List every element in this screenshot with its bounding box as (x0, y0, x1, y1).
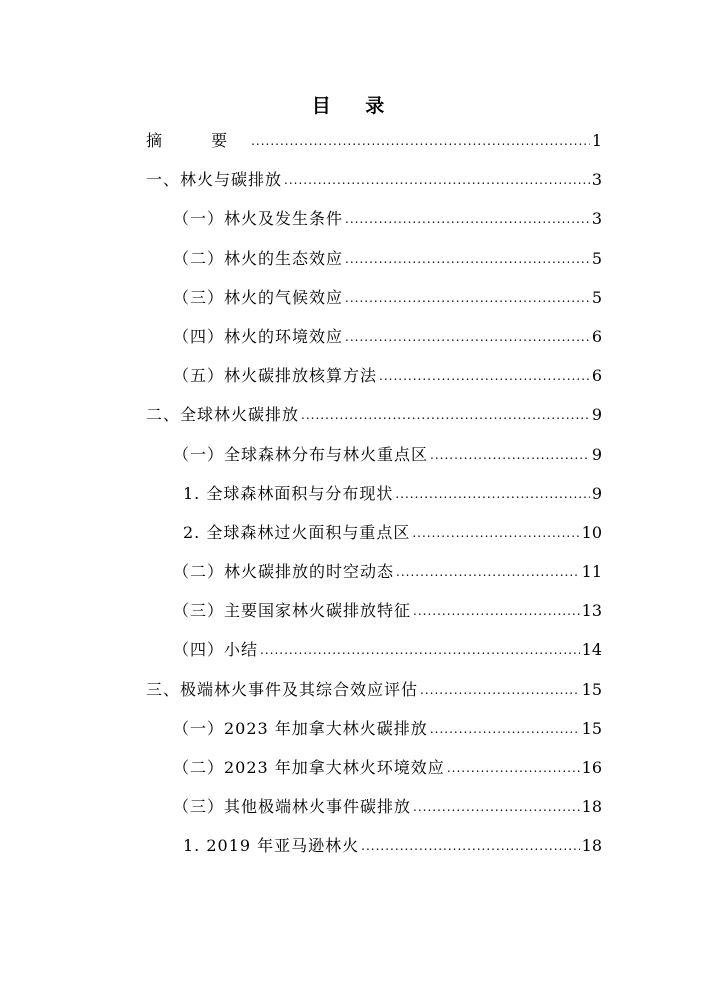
toc-entry-subsection[interactable] (183, 479, 602, 518)
toc-entry-subsection[interactable] (183, 518, 602, 557)
toc-entry-abstract[interactable] (146, 126, 602, 165)
toc-entry-section[interactable] (173, 440, 602, 479)
toc-dot-leader (395, 481, 589, 507)
toc-entry-label: （三）林火的气候效应 (173, 287, 344, 307)
toc-entry-page: 18 (581, 797, 602, 817)
toc-entry-section[interactable] (173, 596, 602, 635)
toc-entry-chapter-3[interactable] (146, 675, 602, 714)
toc-dot-leader (447, 755, 580, 781)
toc-entry-label: （二）林火的生态效应 (173, 248, 344, 268)
toc-entry-page: 3 (591, 209, 602, 229)
toc-dot-leader (413, 794, 580, 820)
toc-dot-leader (345, 206, 590, 232)
toc-entry-page: 6 (591, 366, 602, 386)
toc-entry-label: 一、林火与碳排放 (146, 170, 283, 190)
toc-dot-leader (345, 324, 590, 350)
toc-entry-label: （一）林火及发生条件 (173, 209, 344, 229)
toc-dot-leader (345, 246, 590, 272)
toc-entry-page: 14 (581, 640, 602, 660)
toc-entry-page: 15 (581, 679, 602, 699)
toc-entry-chapter-2[interactable] (146, 400, 602, 439)
toc-entry-label: 1. 全球森林面积与分布现状 (183, 483, 394, 503)
toc-dot-leader (345, 285, 590, 311)
toc-entry-page: 1 (591, 131, 602, 150)
toc-entry-chapter-1[interactable] (146, 165, 602, 204)
toc-entry-label: （四）小结 (173, 640, 259, 660)
toc-entry-section[interactable] (173, 714, 602, 753)
toc-entry-page: 6 (591, 326, 602, 346)
toc-entry-page: 9 (591, 405, 602, 425)
toc-entry-section[interactable] (173, 322, 602, 361)
toc-entry-label: （一）全球森林分布与林火重点区 (173, 444, 429, 464)
table-of-contents (0, 126, 710, 871)
toc-entry-page: 9 (591, 444, 602, 464)
toc-entry-section[interactable] (173, 204, 602, 243)
toc-entry-subsection[interactable] (183, 831, 602, 870)
toc-entry-label: （五）林火碳排放核算方法 (173, 366, 378, 386)
toc-dot-leader (260, 637, 580, 663)
toc-entry-label: 二、全球林火碳排放 (146, 405, 300, 425)
toc-entry-page: 5 (591, 248, 602, 268)
toc-dot-leader (430, 442, 590, 468)
toc-dot-leader (284, 167, 590, 193)
toc-dot-leader (251, 128, 590, 154)
toc-entry-label: （二）2023 年加拿大林火环境效应 (173, 758, 445, 777)
toc-entry-page: 5 (591, 287, 602, 307)
toc-entry-label: （三）主要国家林火碳排放特征 (173, 601, 412, 621)
toc-title: 目 录 (311, 95, 399, 117)
toc-entry-page: 9 (591, 483, 602, 503)
toc-entry-section[interactable] (173, 283, 602, 322)
toc-dot-leader (412, 520, 579, 546)
toc-entry-page: 18 (581, 836, 602, 856)
toc-entry-section[interactable] (173, 244, 602, 283)
toc-entry-label: （四）林火的环境效应 (173, 326, 344, 346)
toc-dot-leader (413, 598, 580, 624)
toc-dot-leader (361, 833, 579, 859)
toc-entry-page: 3 (591, 170, 602, 190)
toc-entry-label: （二）林火碳排放的时空动态 (173, 562, 395, 582)
toc-entry-label: 1. 2019 年亚马逊林火 (183, 836, 360, 856)
toc-entry-label: 2. 全球森林过火面积与重点区 (183, 522, 411, 542)
toc-entry-page: 15 (581, 718, 602, 738)
toc-dot-leader (420, 677, 580, 703)
toc-entry-page: 16 (581, 758, 602, 777)
toc-entry-section[interactable] (173, 361, 602, 400)
toc-dot-leader (396, 559, 580, 585)
toc-entry-section[interactable] (173, 635, 602, 674)
toc-dot-leader (430, 716, 580, 742)
toc-entry-page: 10 (581, 522, 602, 542)
toc-entry-section[interactable] (173, 753, 602, 792)
toc-entry-page: 13 (581, 601, 602, 621)
toc-entry-label: 三、极端林火事件及其综合效应评估 (146, 679, 419, 699)
toc-entry-section[interactable] (173, 557, 602, 596)
toc-entry-section[interactable] (173, 792, 602, 831)
toc-entry-label: 摘 要 (146, 131, 250, 150)
toc-entry-page: 11 (581, 562, 602, 582)
toc-entry-label: （三）其他极端林火事件碳排放 (173, 797, 412, 817)
toc-dot-leader (379, 363, 590, 389)
toc-entry-label: （一）2023 年加拿大林火碳排放 (173, 718, 428, 738)
toc-dot-leader (301, 402, 590, 428)
